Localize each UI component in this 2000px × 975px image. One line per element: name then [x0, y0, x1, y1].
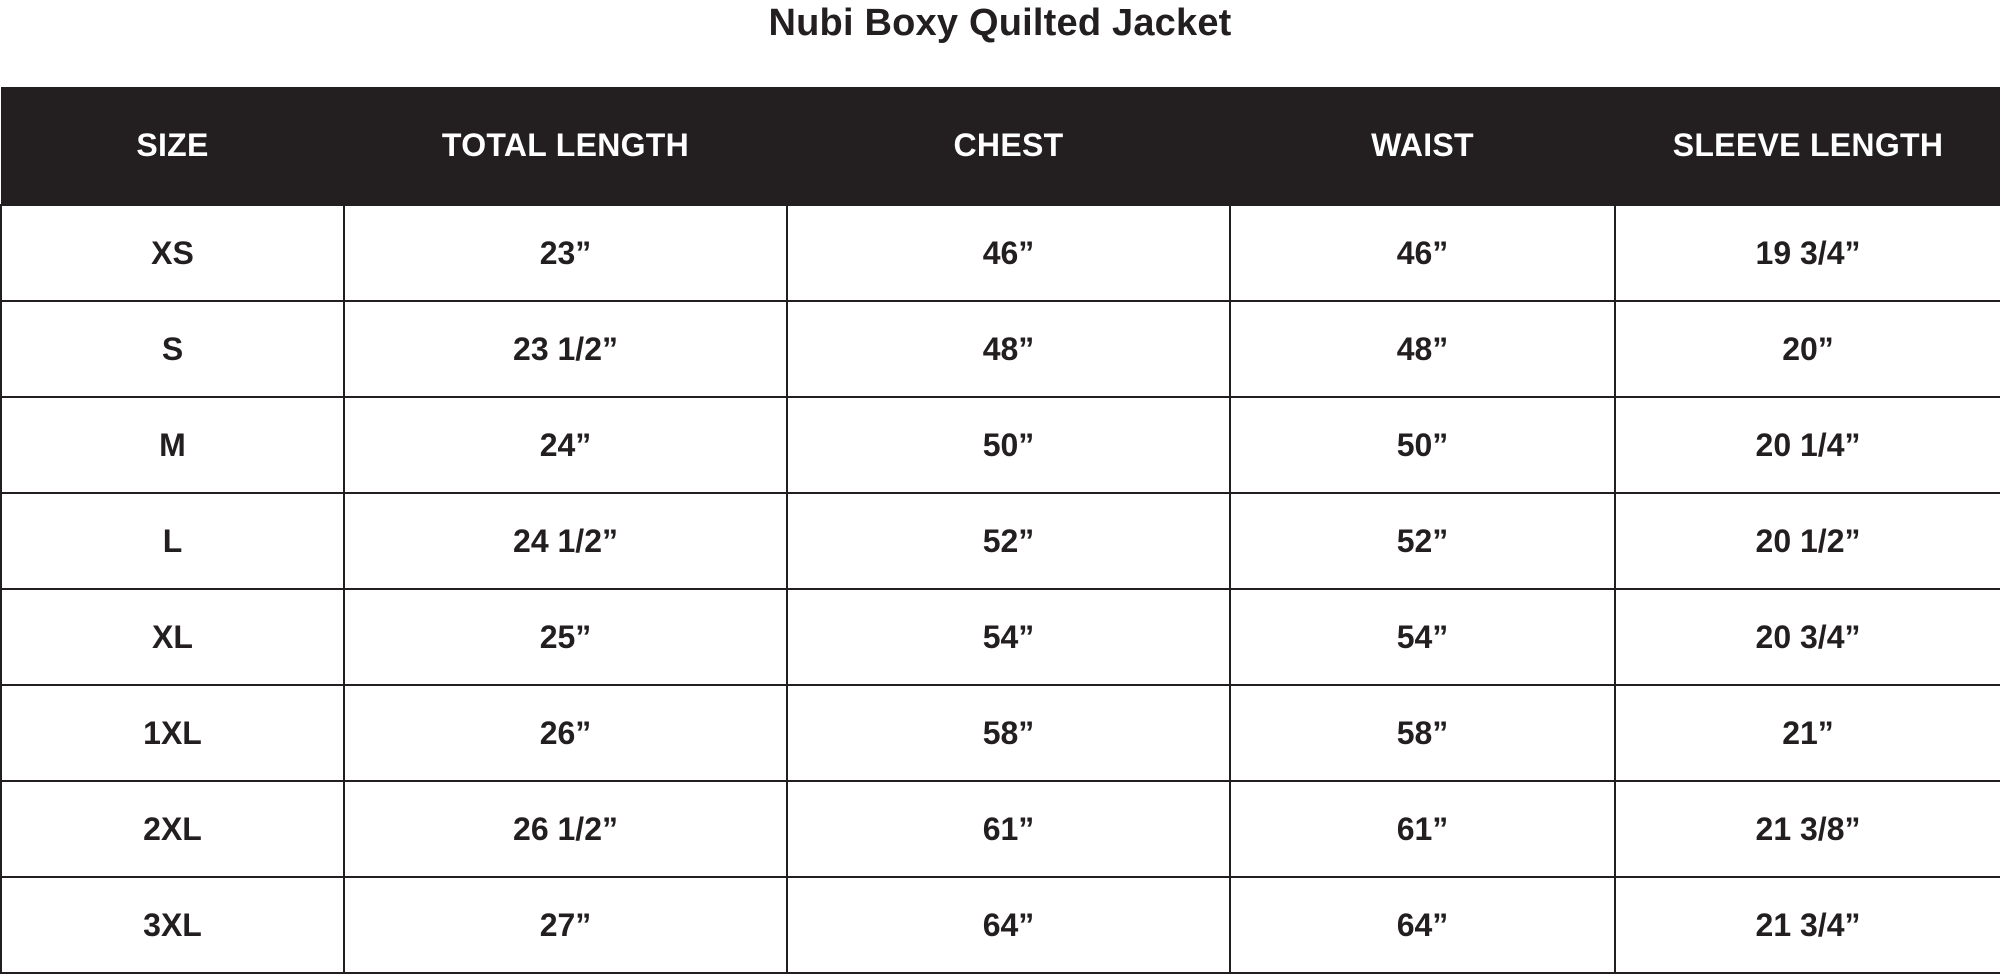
cell-total-length: 26” [344, 685, 787, 781]
table-row [1, 493, 2000, 589]
table-row [1, 589, 2000, 685]
cell-total-length: 24 1/2” [344, 493, 787, 589]
cell-chest: 54” [787, 589, 1230, 685]
cell-chest: 58” [787, 685, 1230, 781]
table-row [1, 205, 2000, 301]
table-row [1, 781, 2000, 877]
cell-chest: 50” [787, 397, 1230, 493]
page-title: Nubi Boxy Quilted Jacket [768, 2, 1232, 44]
cell-chest: 46” [787, 205, 1230, 301]
cell-sleeve-length: 21 3/8” [1615, 781, 2000, 877]
cell-size: XS [1, 205, 344, 301]
table-row [1, 877, 2000, 973]
header-sleeve-length: SLEEVE LENGTH [1615, 87, 2000, 205]
cell-waist: 58” [1230, 685, 1615, 781]
cell-total-length: 23 1/2” [344, 301, 787, 397]
cell-waist: 52” [1230, 493, 1615, 589]
cell-waist: 46” [1230, 205, 1615, 301]
cell-chest: 64” [787, 877, 1230, 973]
cell-sleeve-length: 20” [1615, 301, 2000, 397]
cell-sleeve-length: 19 3/4” [1615, 205, 2000, 301]
cell-size: XL [1, 589, 344, 685]
cell-size: M [1, 397, 344, 493]
cell-sleeve-length: 20 1/4” [1615, 397, 2000, 493]
cell-size: L [1, 493, 344, 589]
table-header [1, 87, 2000, 205]
cell-total-length: 26 1/2” [344, 781, 787, 877]
cell-sleeve-length: 20 3/4” [1615, 589, 2000, 685]
cell-size: S [1, 301, 344, 397]
cell-size: 1XL [1, 685, 344, 781]
cell-total-length: 27” [344, 877, 787, 973]
cell-total-length: 23” [344, 205, 787, 301]
header-size: SIZE [1, 87, 344, 205]
size-chart-table [0, 87, 2000, 974]
cell-waist: 64” [1230, 877, 1615, 973]
cell-chest: 61” [787, 781, 1230, 877]
cell-chest: 52” [787, 493, 1230, 589]
header-row [1, 87, 2000, 205]
cell-size: 2XL [1, 781, 344, 877]
cell-waist: 48” [1230, 301, 1615, 397]
cell-sleeve-length: 21” [1615, 685, 2000, 781]
cell-size: 3XL [1, 877, 344, 973]
header-total-length: TOTAL LENGTH [344, 87, 787, 205]
cell-total-length: 24” [344, 397, 787, 493]
cell-waist: 61” [1230, 781, 1615, 877]
table-body [1, 205, 2000, 973]
table-row [1, 397, 2000, 493]
table-row [1, 301, 2000, 397]
cell-sleeve-length: 21 3/4” [1615, 877, 2000, 973]
header-waist: WAIST [1230, 87, 1615, 205]
cell-waist: 50” [1230, 397, 1615, 493]
cell-chest: 48” [787, 301, 1230, 397]
cell-sleeve-length: 20 1/2” [1615, 493, 2000, 589]
cell-waist: 54” [1230, 589, 1615, 685]
cell-total-length: 25” [344, 589, 787, 685]
table-row [1, 685, 2000, 781]
header-chest: CHEST [787, 87, 1230, 205]
